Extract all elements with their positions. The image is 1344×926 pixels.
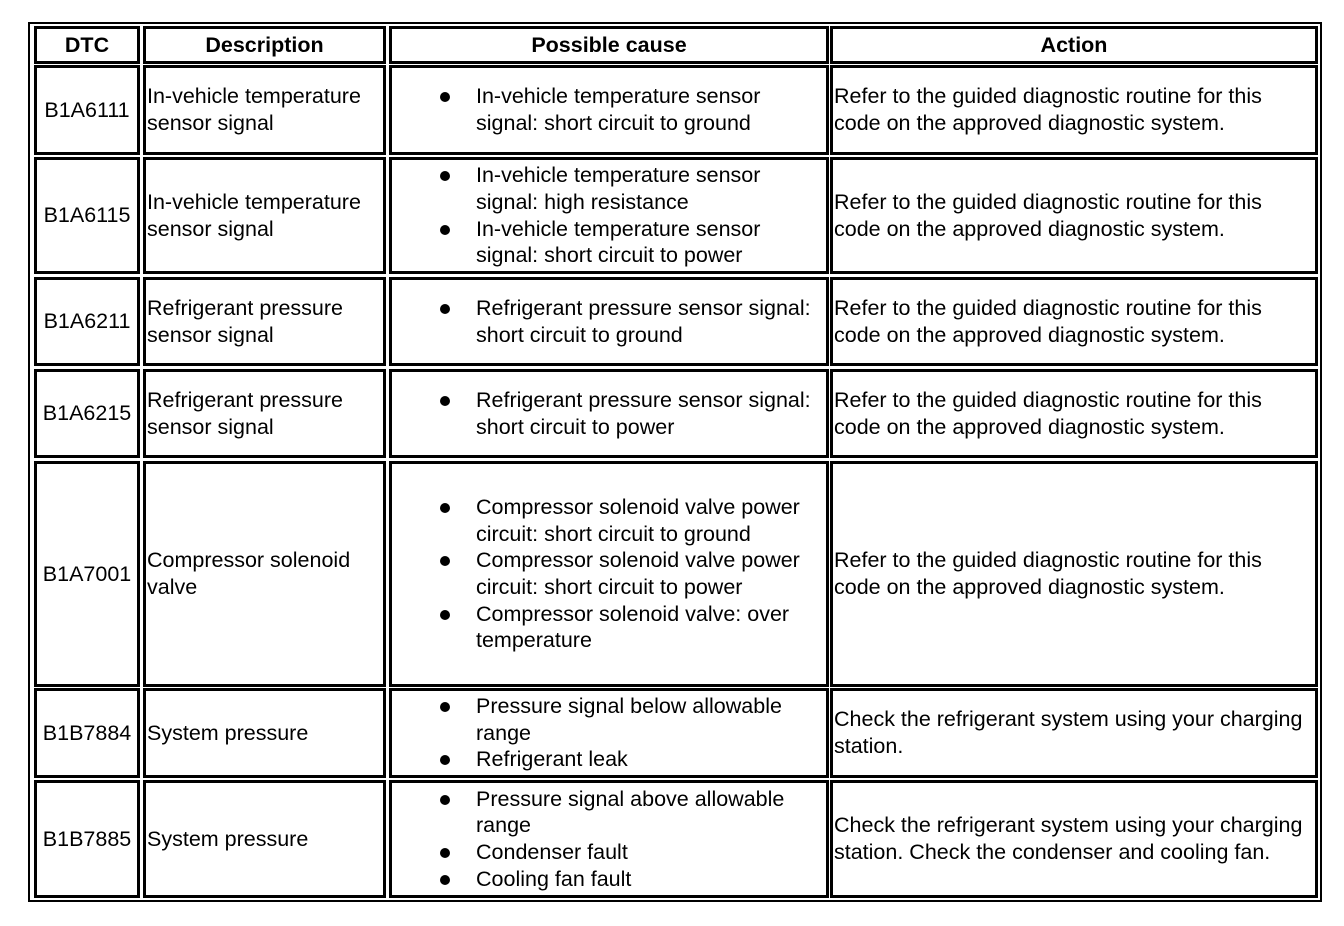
- header-description: Description: [143, 26, 386, 64]
- bullet-icon: [440, 610, 450, 620]
- cause-text: Refrigerant pressure sensor signal: short circuit to power: [476, 387, 811, 439]
- possible-cause-cell: [389, 688, 829, 778]
- bullet-icon: [440, 396, 450, 406]
- cause-text: Refrigerant leak: [476, 747, 628, 772]
- action-text: Refer to the guided diagnostic routine for this code on the approved diagnostic system.: [834, 548, 1262, 599]
- description-text: System pressure: [147, 720, 309, 745]
- cause-list-item: [440, 295, 822, 348]
- description-text: Compressor solenoid valve: [147, 548, 351, 599]
- action-cell: [830, 157, 1318, 274]
- cause-text: Condenser fault: [476, 840, 628, 864]
- possible-cause-cell: [389, 461, 829, 687]
- cause-text: In-vehicle temperature sensor signal: high resistance: [476, 163, 761, 214]
- bullet-icon: [440, 556, 450, 566]
- bullet-icon: [440, 304, 450, 314]
- cause-text: Compressor solenoid valve power circuit: short circuit to power: [476, 548, 800, 599]
- cause-list-item: [440, 387, 822, 440]
- dtc-code-cell: B1A6111: [34, 65, 140, 155]
- cause-text: Pressure signal below allowable range: [476, 694, 782, 745]
- description-text: In-vehicle temperature sensor signal: [147, 189, 361, 241]
- dtc-code-cell: B1A7001: [34, 461, 140, 687]
- cause-list-item: [440, 693, 822, 746]
- action-text: Check the refrigerant system using your charging station. Check the condenser and cooling fan.: [834, 813, 1303, 864]
- dtc-code-cell: B1B7885: [34, 780, 140, 898]
- action-text: Refer to the guided diagnostic routine for this code on the approved diagnostic system.: [834, 84, 1262, 135]
- header-possible-cause: Possible cause: [389, 26, 829, 64]
- cause-list-item: [440, 547, 822, 600]
- possible-cause-cell: [389, 780, 829, 898]
- bullet-icon: [440, 503, 450, 513]
- cause-text: Compressor solenoid valve power circuit: short circuit to ground: [476, 495, 800, 546]
- cause-text: In-vehicle temperature sensor signal: short circuit to power: [476, 216, 761, 268]
- description-cell: [143, 461, 386, 687]
- bullet-icon: [440, 875, 450, 885]
- dtc-code-cell: B1A6211: [34, 277, 140, 366]
- possible-cause-cell: [389, 157, 829, 274]
- cause-list-item: [440, 786, 822, 839]
- action-text: Refer to the guided diagnostic routine for this code on the approved diagnostic system.: [834, 295, 1262, 347]
- cause-text: Pressure signal above allowable range: [476, 786, 785, 838]
- description-text: Refrigerant pressure sensor signal: [147, 295, 343, 347]
- cause-list-item: [440, 494, 822, 547]
- possible-cause-cell: [389, 65, 829, 155]
- action-text: Refer to the guided diagnostic routine for this code on the approved diagnostic system.: [834, 387, 1262, 439]
- cause-list-item: [440, 839, 822, 866]
- header-dtc: DTC: [34, 26, 140, 64]
- action-text: Check the refrigerant system using your charging station.: [834, 707, 1303, 758]
- description-text: In-vehicle temperature sensor signal: [147, 84, 361, 135]
- cause-list-item: [440, 216, 822, 269]
- description-text: Refrigerant pressure sensor signal: [147, 387, 343, 439]
- cause-list-item: [440, 83, 822, 136]
- cause-list-item: [440, 601, 822, 654]
- cause-list-item: [440, 866, 822, 893]
- dtc-code-cell: B1A6215: [34, 369, 140, 458]
- dtc-code-cell: B1A6115: [34, 157, 140, 274]
- bullet-icon: [440, 795, 450, 805]
- description-cell: [143, 157, 386, 274]
- action-cell: [830, 688, 1318, 778]
- bullet-icon: [440, 225, 450, 235]
- action-text: Refer to the guided diagnostic routine for this code on the approved diagnostic system.: [834, 189, 1262, 241]
- dtc-code-cell: B1B7884: [34, 688, 140, 778]
- bullet-icon: [440, 171, 450, 181]
- cause-text: In-vehicle temperature sensor signal: short circuit to ground: [476, 84, 761, 135]
- action-cell: [830, 277, 1318, 366]
- cause-text: Refrigerant pressure sensor signal: short circuit to ground: [476, 295, 811, 347]
- bullet-icon: [440, 92, 450, 102]
- cause-list-item: [440, 746, 822, 773]
- description-cell: [143, 277, 386, 366]
- possible-cause-cell: [389, 369, 829, 458]
- header-action: Action: [830, 26, 1318, 64]
- cause-text: Compressor solenoid valve: over temperature: [476, 601, 790, 653]
- bullet-icon: [440, 755, 450, 765]
- bullet-icon: [440, 702, 450, 712]
- description-text: System pressure: [147, 826, 309, 851]
- cause-text: Cooling fan fault: [476, 866, 632, 891]
- action-cell: [830, 65, 1318, 155]
- possible-cause-cell: [389, 277, 829, 366]
- description-cell: [143, 369, 386, 458]
- action-cell: [830, 369, 1318, 458]
- action-cell: [830, 461, 1318, 687]
- description-cell: [143, 688, 386, 778]
- description-cell: [143, 780, 386, 898]
- action-cell: [830, 780, 1318, 898]
- cause-list-item: [440, 162, 822, 215]
- bullet-icon: [440, 848, 450, 858]
- description-cell: [143, 65, 386, 155]
